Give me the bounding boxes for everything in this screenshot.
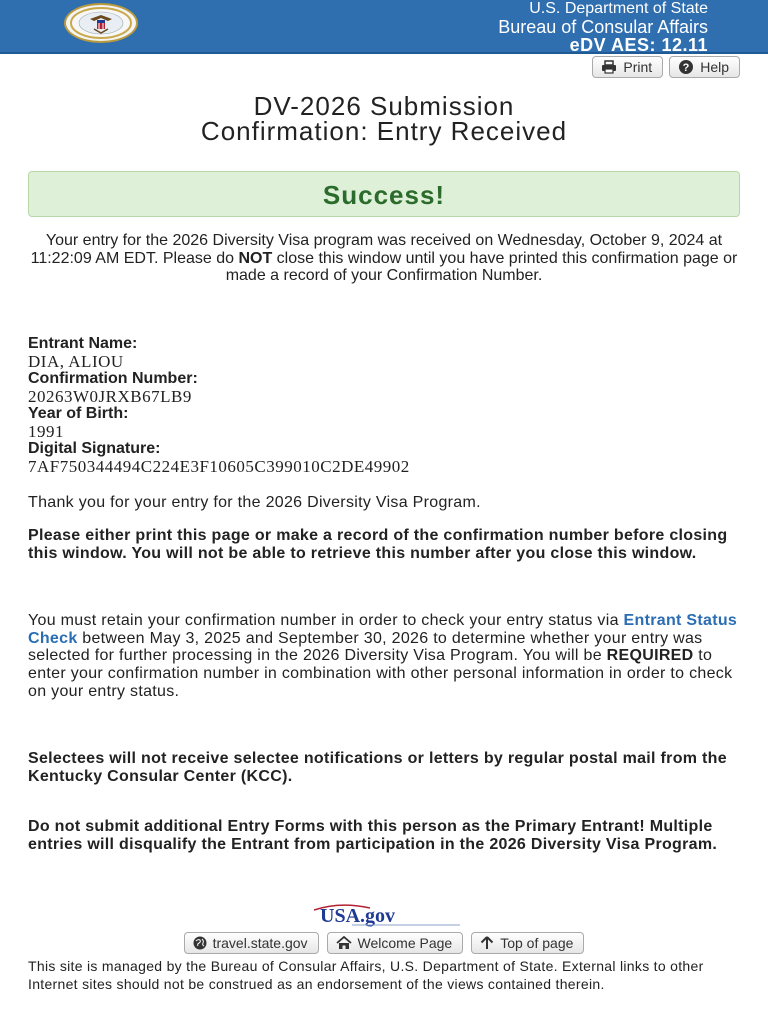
thank-you-message: Thank you for your entry for the 2026 Diversity Visa Program. xyxy=(28,494,481,511)
help-button[interactable] xyxy=(669,56,740,78)
top-of-page-label: Top of page xyxy=(500,935,574,951)
travel-state-gov-label: travel.state.gov xyxy=(212,935,308,951)
entrant-details xyxy=(28,335,740,475)
svg-text:?: ? xyxy=(682,62,690,74)
required-emphasis: REQUIRED xyxy=(606,647,694,665)
site-header xyxy=(0,0,768,54)
toolbar xyxy=(592,56,740,78)
retain-part2: between May 3, 2025 and September 30, 2026 to determine whether your entry was selected for further processing in the 2026 Diversity Visa Program. You will be xyxy=(28,629,703,665)
header-titles xyxy=(498,0,708,54)
welcome-page-label: Welcome Page xyxy=(357,935,453,951)
retain-confirmation-message xyxy=(28,612,740,701)
top-of-page-button[interactable] xyxy=(471,932,584,954)
selectees-notice: Selectees will not receive selectee notifications or letters by regular postal mail from the Kentucky Consular Center (KCC). xyxy=(28,750,727,785)
received-message-part1: Your entry for the 2026 Diversity Visa program was received on Wednesday, October 9, 2024 at 11:22:09 AM EDT. Please do xyxy=(30,232,723,267)
print-warning: Please either print this page or make a record of the confirmation number before closing this window. You will not be able to retrieve this number after you close this window. xyxy=(28,527,728,562)
received-message-emphasis: NOT xyxy=(238,249,273,267)
confirmation-number-value: 20263W0JRXB67LB9 xyxy=(28,386,192,406)
received-message xyxy=(30,232,738,285)
confirmation-number-label: Confirmation Number: xyxy=(28,370,198,387)
print-icon xyxy=(601,60,617,74)
department-name: U.S. Department of State xyxy=(529,0,708,17)
entrant-status-check-link[interactable]: Entrant Status Check xyxy=(28,612,738,647)
question-circle-icon xyxy=(678,59,694,75)
welcome-page-button[interactable] xyxy=(327,932,464,954)
year-of-birth-value: 1991 xyxy=(28,421,64,441)
year-of-birth-label: Year of Birth: xyxy=(28,405,129,422)
usagov-logo[interactable] xyxy=(312,902,462,928)
received-message-part2: close this window until you have printed this confirmation page or made a record of your Confirmation Number. xyxy=(225,249,738,284)
digital-signature-value: 7AF750344494C224E3F10605C399010C2DE49902 xyxy=(28,456,410,476)
digital-signature-label: Digital Signature: xyxy=(28,440,161,457)
travel-state-gov-button[interactable] xyxy=(184,932,319,954)
app-version: eDV AES: 12.11 xyxy=(569,35,708,55)
usagov-logo-usa: USA.gov xyxy=(320,905,396,927)
retain-part3: to enter your confirmation number in combination with other personal information in order to check on your entry status. xyxy=(28,647,733,700)
arrow-up-icon xyxy=(480,936,494,950)
footer-links xyxy=(0,932,768,954)
home-icon xyxy=(336,936,352,950)
site-disclaimer: This site is managed by the Bureau of Consular Affairs, U.S. Department of State. External links to other Internet sites should not be construed as an endorsement of the views contained therein. xyxy=(28,958,704,992)
print-label: Print xyxy=(623,59,653,75)
state-department-seal-icon xyxy=(64,3,138,43)
success-alert xyxy=(28,171,740,217)
page-title-line2: Confirmation: Entry Received xyxy=(200,116,568,146)
no-additional-entries-warning: Do not submit additional Entry Forms with this person as the Primary Entrant! Multiple entries will disqualify the Entrant from participation in the 2026 Diversity Visa Program. xyxy=(28,818,718,853)
success-alert-text: Success! xyxy=(322,180,446,210)
globe-icon xyxy=(193,936,207,950)
bureau-name: Bureau of Consular Affairs xyxy=(498,17,708,37)
retain-part1: You must retain your confirmation number in order to check your entry status via xyxy=(28,612,624,629)
page-title xyxy=(0,91,768,146)
entrant-name-label: Entrant Name: xyxy=(28,335,138,352)
entrant-name-value: DIA, ALIOU xyxy=(28,351,124,371)
print-button[interactable] xyxy=(592,56,663,78)
page-title-line1: DV-2026 Submission xyxy=(253,91,515,121)
help-label: Help xyxy=(700,59,729,75)
